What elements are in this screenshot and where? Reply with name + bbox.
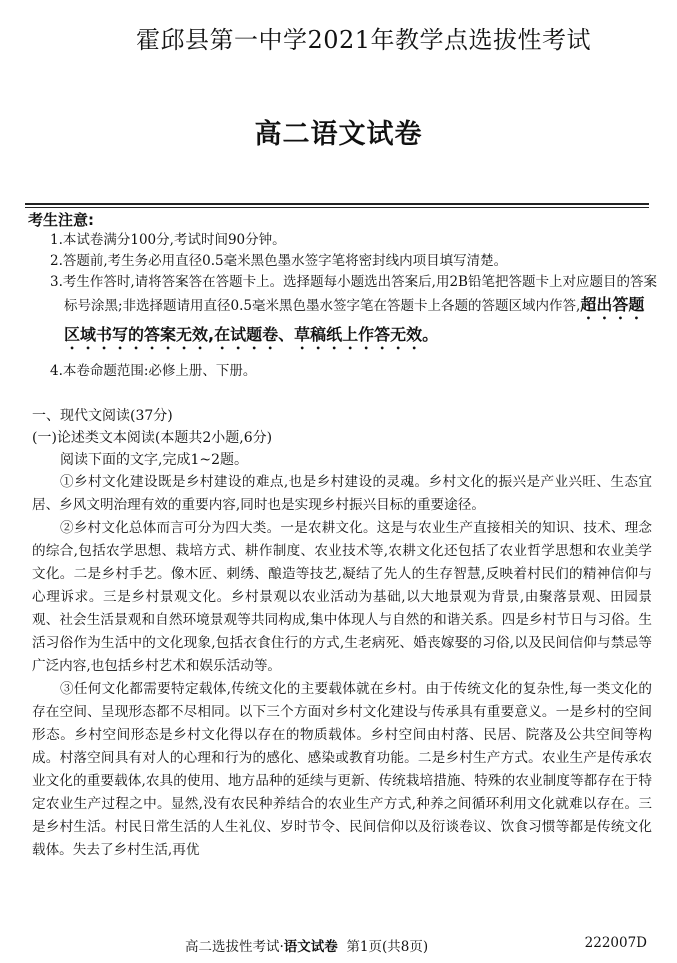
footer-subject: 语文试卷 xyxy=(283,939,338,955)
warning-underdotted: 超出答题区域书写的答案无效,在试题卷、草稿纸上作答无效。 xyxy=(64,295,645,344)
footer-exam-name: 高二选拔性考试· xyxy=(185,939,284,955)
footer-paper-code: 222007D xyxy=(584,935,647,951)
footer-center xyxy=(185,935,428,955)
paper-title: 高二语文试卷 xyxy=(254,119,423,150)
notice-item-1: 1.本试卷满分100分,考试时间90分钟。 xyxy=(50,232,286,248)
passage-paragraph-1: ①乡村文化建设既是乡村建设的难点,也是乡村建设的灵魂。乡村文化的振兴是产业兴旺、生态宜居、乡风文明治理有效的重要内容,同时也是实现乡村振兴目标的重要途径。 xyxy=(32,474,652,513)
passage-paragraph-2: ②乡村文化总体而言可分为四大类。一是农耕文化。这是与农业生产直接相关的知识、技术、理念的综合,包括农学思想、栽培方式、耕作制度、农业技术等,农耕文化还包括了农业哲学思想和农业美学文化。二是乡村手艺。像木匠、刺绣、酿造等技艺,凝结了先人的生存智慧,反映着村民们的精神信仰与心理诉求。三是乡村景观文化。乡村景观以农业活动为基础,以大地景观为背景,由聚落景观、田园景观、社会生活景观和自然环境景观等共同构成,集中体现人与自然的和谐关系。四是乡村节日与习俗。生活习俗作为生活中的文化现象,包括衣食住行的方式,生老病死、婚丧嫁娶的习俗,以及民间信仰与禁忌等广泛内容,也包括乡村艺术和娱乐活动等。 xyxy=(32,520,652,674)
sub-section-heading: (一)论述类文本阅读(本题共2小题,6分) xyxy=(32,430,273,446)
notice-item-4: 4.本卷命题范围:必修上册、下册。 xyxy=(50,363,257,379)
school-exam-title: 霍邱县第一中学2021年教学点选拔性考试 xyxy=(135,26,592,54)
top-rule xyxy=(25,203,649,205)
reading-instruction: 阅读下面的文字,完成1~2题。 xyxy=(60,452,248,468)
notice-title: 考生注意: xyxy=(28,211,94,229)
footer-page-number: 第1页(共8页) xyxy=(346,939,429,955)
reading-section xyxy=(32,405,652,862)
page-footer xyxy=(0,935,677,955)
top-rule-thin xyxy=(25,207,649,208)
section-heading: 一、现代文阅读(37分) xyxy=(32,408,173,424)
passage-paragraph-3: ③任何文化都需要特定载体,传统文化的主要载体就在乡村。由于传统文化的复杂性,每一类文化的存在空间、呈现形态都不尽相同。以下三个方面对乡村文化建设与传承具有重要意义。一是乡村的空间形态。乡村空间形态是乡村文化得以存在的物质载体。乡村空间由村落、民居、院落及公共空间等构成。村落空间具有对人的心理和行为的感化、感染或教育功能。二是乡村生产方式。农业生产是传承农业文化的重要载体,农具的使用、地方品种的延续与更新、传统栽培措施、特殊的农业制度等都存在于特定农业生产过程之中。显然,没有农民种养结合的农业生产方式,种养之间循环利用文化就难以存在。三是乡村生活。村民日常生活的人生礼仪、岁时节令、民间信仰以及衍谈卷议、饮食习惯等都是传统文化载体。失去了乡村生活,再优 xyxy=(32,681,652,858)
notice-item-3-text: 3.考生作答时,请将答案答在答题卡上。选择题每小题选出答案后,用2B铅笔把答题卡上对应题目的答案标号涂黑;非选择题请用直径0.5毫米黑色墨水签字笔在答题卡上各题的答题区域内作答, xyxy=(50,274,657,314)
notice-item-3 xyxy=(28,272,658,353)
candidate-notice xyxy=(28,210,658,382)
notice-item-2: 2.答题前,考生务必用直径0.5毫米黑色墨水签字笔将密封线内项目填写清楚。 xyxy=(50,253,508,269)
